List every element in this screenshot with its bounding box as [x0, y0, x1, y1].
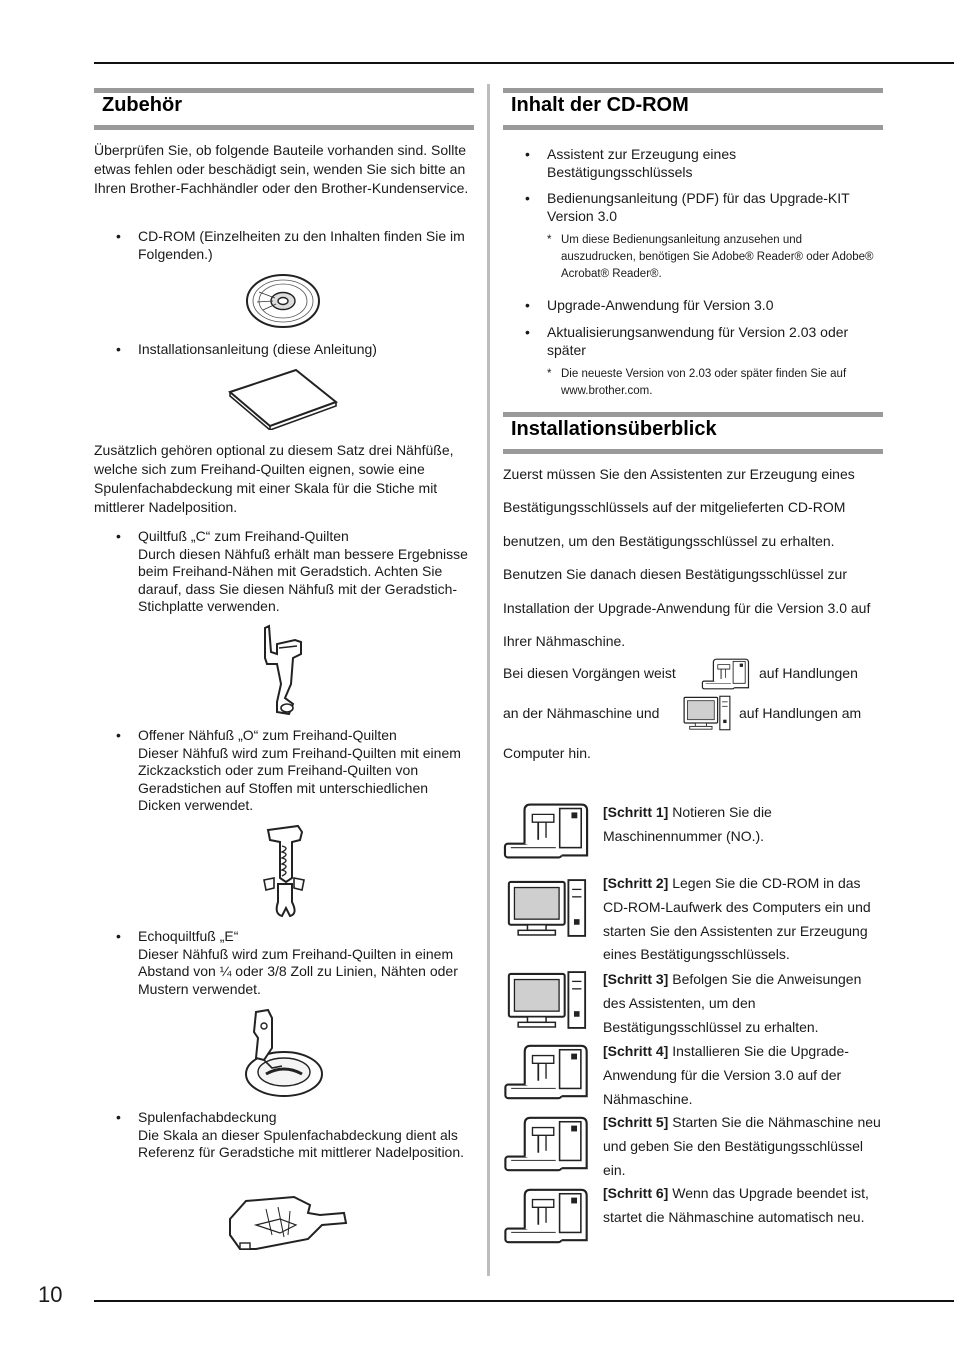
step-label: [Schritt 4] — [603, 1043, 669, 1059]
step-text: Starten Sie die Nähmaschine neu und geben Sie den Bestätigungsschlüssel ein. — [603, 1114, 881, 1178]
step-5 — [603, 1111, 885, 1182]
step-text: Legen Sie die CD-ROM in das CD-ROM-Laufwerk des Computers ein und starten Sie den Assistenten zur Erzeugung eines Bestätigungsschlüssels. — [603, 875, 871, 963]
foot-e-description: Dieser Nähfuß wird zum Freihand-Quilten in einem Abstand von ¼ oder 3/8 Zoll zu Linien, Nähten oder Mustern verwendet. — [138, 945, 458, 997]
sewing-machine-icon — [700, 657, 752, 691]
legend-text-2: auf Handlungen — [759, 665, 858, 681]
legend-text-4: auf Handlungen am — [739, 705, 862, 721]
list-item-foot-o — [138, 727, 474, 815]
foot-o-title: • Offener Nähfuß „O“ zum Freihand-Quilten — [138, 727, 397, 743]
column-divider — [487, 84, 490, 1276]
sewing-machine-icon — [503, 1186, 591, 1246]
step-label: [Schritt 6] — [603, 1185, 669, 1201]
cd-rom-icon — [245, 272, 321, 330]
legend-text-1: Bei diesen Vorgängen weist — [503, 665, 676, 681]
intro-paragraph: Überprüfen Sie, ob folgende Bauteile vorhanden sind. Sollte etwas fehlen oder beschädigt sein, wenden Sie sich bitte an Ihren Brother-Fachhändler oder den Brother-Kundenservice. — [94, 142, 469, 196]
installation-paragraph: Zuerst müssen Sie den Assistenten zur Erzeugung eines Bestätigungsschlüssels auf der mitgelieferten CD-ROM benutzen, um den Bestätigungsschlüssel zu erhalten. Benutzen Sie danach diesen Bestätigungsschlüssel zur Installation der Upgrade-Anwendung für die Version 3.0 auf Ihrer Nähmaschine. — [503, 466, 871, 650]
cd-item-assistant: • Assistent zur Erzeugung eines Bestätigungsschlüssels — [547, 146, 883, 181]
legend-text-3: an der Nähmaschine und — [503, 705, 660, 721]
step-text: Befolgen Sie die Anweisungen des Assistenten, um den Bestätigungsschlüssel zu erhalten. — [603, 971, 862, 1035]
step-label: [Schritt 1] — [603, 804, 669, 820]
section-title: Zubehör — [102, 94, 182, 116]
foot-o-description: Dieser Nähfuß wird zum Freihand-Quilten mit einem Zickzackstich oder zum Freihand-Quilten von Geradstichen auf Stoffen mit unterschiedlichen Dicken verwendet. — [138, 744, 461, 813]
bobbin-cover-description: Die Skala an dieser Spulenfachabdeckung dient als Referenz für Geradstiche mit mittlerer Nadelposition. — [138, 1126, 465, 1160]
step-text: Notieren Sie die Maschinennummer (NO.). — [603, 804, 772, 844]
computer-icon — [507, 970, 587, 1030]
legend-text-5: Computer hin. — [503, 745, 591, 761]
step-text: Installieren Sie die Upgrade-Anwendung für die Version 3.0 auf der Nähmaschine. — [603, 1043, 849, 1107]
section-heading-zubehoer — [94, 88, 474, 130]
step-label: [Schritt 3] — [603, 971, 669, 987]
quilting-foot-c-icon — [255, 624, 311, 716]
page-number: 10 — [38, 1282, 63, 1307]
section-heading-cd-rom — [503, 88, 883, 130]
step-label: [Schritt 5] — [603, 1114, 669, 1130]
list-item-foot-c — [138, 528, 474, 616]
cd-item-upgrade-app: • Upgrade-Anwendung für Version 3.0 — [547, 297, 883, 315]
foot-c-title: • Quiltfuß „C“ zum Freihand-Quilten — [138, 528, 349, 544]
top-rule — [94, 62, 954, 64]
section-heading-installation — [503, 412, 883, 454]
foot-c-description: Durch diesen Nähfuß erhält man bessere Ergebnisse beim Freihand-Nähen mit Geradstich. Achten Sie darauf, dass Sie diesen Nähfuß mit der Geradstich-Stichplatte verwenden. — [138, 545, 468, 614]
step-1 — [603, 801, 885, 849]
list-item-bobbin-cover — [138, 1109, 474, 1162]
list-item-foot-e — [138, 928, 474, 998]
sewing-machine-icon — [503, 1042, 591, 1102]
manual-booklet-icon — [228, 368, 338, 430]
cd-note-website: * Die neueste Version von 2.03 oder später finden Sie auf www.brother.com. — [561, 366, 877, 400]
section-title: Installationsüberblick — [511, 418, 717, 440]
computer-icon — [683, 695, 731, 731]
foot-e-title: • Echoquiltfuß „E“ — [138, 928, 239, 944]
optional-paragraph: Zusätzlich gehören optional zu diesem Satz drei Nähfüße, welche sich zum Freihand-Quilten eignen, sowie eine Spulenfachabdeckung mit einer Skala für die Stiche mit mittlerer Nadelposition. — [94, 442, 454, 515]
step-4 — [603, 1040, 885, 1111]
sewing-machine-icon — [503, 1114, 591, 1174]
step-3 — [603, 968, 885, 1039]
list-item-cdrom: • CD-ROM (Einzelheiten zu den Inhalten finden Sie im Folgenden.) — [138, 228, 472, 263]
bobbin-cover-plate-icon — [226, 1195, 348, 1253]
echo-quilting-foot-e-icon — [242, 1008, 326, 1100]
step-6 — [603, 1182, 885, 1230]
step-2 — [603, 872, 885, 967]
step-text: Wenn das Upgrade beendet ist, startet die Nähmaschine automatisch neu. — [603, 1185, 869, 1225]
section-title: Inhalt der CD-ROM — [511, 94, 689, 116]
list-item-manual: • Installationsanleitung (diese Anleitung) — [138, 341, 472, 359]
step-label: [Schritt 2] — [603, 875, 669, 891]
bottom-rule — [94, 1300, 954, 1302]
open-toe-foot-o-icon — [258, 822, 310, 920]
cd-item-manual-pdf: • Bedienungsanleitung (PDF) für das Upgrade-KIT Version 3.0 — [547, 190, 883, 225]
cd-item-update-app: • Aktualisierungsanwendung für Version 2.03 oder später — [547, 324, 883, 359]
computer-icon — [507, 878, 587, 938]
sewing-machine-icon — [503, 800, 591, 862]
cd-note-adobe: * Um diese Bedienungsanleitung anzusehen und auszudrucken, benötigen Sie Adobe® Reader® oder Adobe® Acrobat® Reader®. — [561, 232, 877, 283]
bobbin-cover-title: • Spulenfachabdeckung — [138, 1109, 277, 1125]
